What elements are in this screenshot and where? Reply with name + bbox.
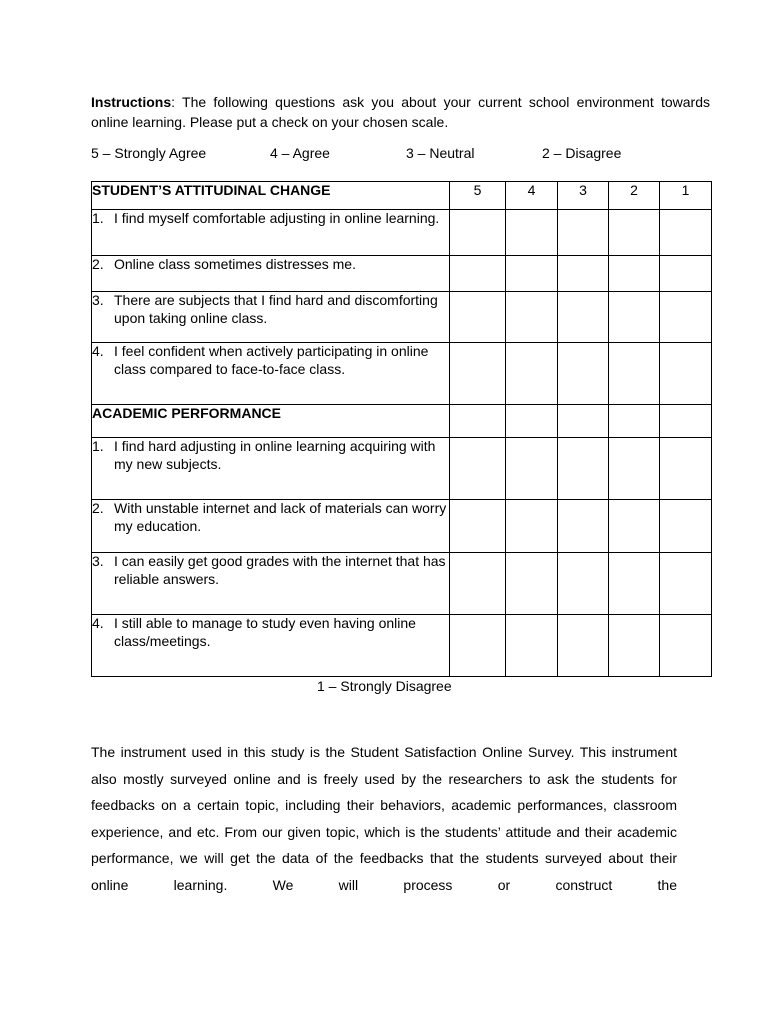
item-number: 4.: [92, 343, 104, 359]
check-cell[interactable]: [609, 210, 660, 256]
item-number: 2.: [92, 256, 104, 272]
scale-header-3: 3: [558, 182, 609, 210]
document-page: [91, 93, 710, 893]
check-cell[interactable]: [660, 343, 712, 405]
table-row: [92, 615, 712, 677]
scale-legend-4: 4 – Agree: [270, 145, 330, 161]
scale-header-5: 5: [450, 182, 506, 210]
scale-header-2: 2: [609, 182, 660, 210]
scale-header-4: 4: [506, 182, 558, 210]
instructions-text: : The following questions ask you about your current school environment towards online learning. Please put a check on your chosen scale.: [91, 94, 710, 130]
table-row: [92, 438, 712, 500]
item-text: There are subjects that I find hard and discomforting upon taking online class.: [114, 292, 438, 326]
item-number: 3.: [92, 292, 104, 308]
check-cell[interactable]: [558, 615, 609, 677]
check-cell[interactable]: [609, 438, 660, 500]
table-row: [92, 343, 712, 405]
check-cell[interactable]: [558, 500, 609, 553]
check-cell[interactable]: [450, 292, 506, 343]
scale-legend-5: 5 – Strongly Agree: [91, 145, 207, 161]
item-text: I feel confident when actively participating in online class compared to face-to-face class.: [114, 343, 429, 377]
check-cell[interactable]: [506, 438, 558, 500]
check-cell[interactable]: [660, 292, 712, 343]
check-cell[interactable]: [660, 615, 712, 677]
scale-legend-2: 2 – Disagree: [542, 145, 622, 161]
item-text: I find hard adjusting in online learning acquiring with my new subjects.: [114, 438, 436, 472]
check-cell[interactable]: [660, 256, 712, 292]
check-cell[interactable]: [609, 256, 660, 292]
section-title: STUDENT’S ATTITUDINAL CHANGE: [92, 182, 450, 210]
check-cell[interactable]: [450, 438, 506, 500]
check-cell[interactable]: [506, 256, 558, 292]
item-text: Online class sometimes distresses me.: [114, 256, 356, 272]
check-cell[interactable]: [558, 210, 609, 256]
check-cell[interactable]: [660, 438, 712, 500]
table-row: [92, 553, 712, 615]
item-text: With unstable internet and lack of materials can worry my education.: [114, 500, 447, 534]
item-number: 1.: [92, 438, 104, 454]
instructions-paragraph: [91, 93, 710, 132]
check-cell[interactable]: [558, 343, 609, 405]
check-cell[interactable]: [506, 343, 558, 405]
table-row: [92, 500, 712, 553]
table-row: [92, 210, 712, 256]
item-text: I find myself comfortable adjusting in online learning.: [114, 210, 440, 226]
scale-legend: [91, 145, 710, 165]
check-cell[interactable]: [660, 210, 712, 256]
check-cell[interactable]: [506, 615, 558, 677]
check-cell[interactable]: [558, 256, 609, 292]
instructions-label: Instructions: [91, 94, 172, 110]
section-header-row: [92, 405, 712, 438]
check-cell[interactable]: [506, 553, 558, 615]
section-header-row: [92, 182, 712, 210]
survey-table: [91, 181, 712, 677]
check-cell[interactable]: [609, 553, 660, 615]
check-cell[interactable]: [558, 553, 609, 615]
check-cell[interactable]: [450, 553, 506, 615]
check-cell[interactable]: [609, 292, 660, 343]
section-title: ACADEMIC PERFORMANCE: [92, 405, 450, 438]
item-text: I can easily get good grades with the internet that has reliable answers.: [114, 553, 446, 587]
check-cell[interactable]: [609, 343, 660, 405]
check-cell[interactable]: [506, 500, 558, 553]
check-cell[interactable]: [450, 343, 506, 405]
check-cell[interactable]: [558, 292, 609, 343]
item-number: 4.: [92, 615, 104, 631]
check-cell[interactable]: [558, 438, 609, 500]
scale-legend-3: 3 – Neutral: [406, 145, 475, 161]
check-cell[interactable]: [609, 500, 660, 553]
scale-legend-1: 1 – Strongly Disagree: [317, 678, 452, 694]
scale-header-1: 1: [660, 182, 712, 210]
table-row: [92, 292, 712, 343]
check-cell[interactable]: [506, 292, 558, 343]
item-number: 2.: [92, 500, 104, 516]
check-cell[interactable]: [506, 210, 558, 256]
body-paragraph: The instrument used in this study is the Student Satisfaction Online Survey. This instrument also mostly surveyed online and is freely used by the researchers to ask the students for feedbacks on a certain topic, including their behaviors, academic performances, classroom experience, and etc. From our given topic, which is the students’ attitude and their academic performance, we will get the data of the feedbacks that the students surveyed about their online learning. We will process or construct the: [91, 744, 677, 893]
check-cell[interactable]: [450, 500, 506, 553]
check-cell[interactable]: [660, 553, 712, 615]
check-cell[interactable]: [450, 256, 506, 292]
check-cell[interactable]: [450, 615, 506, 677]
item-text: I still able to manage to study even having online class/meetings.: [114, 615, 416, 649]
item-number: 1.: [92, 210, 104, 226]
check-cell[interactable]: [609, 615, 660, 677]
check-cell[interactable]: [450, 210, 506, 256]
table-row: [92, 256, 712, 292]
check-cell[interactable]: [660, 500, 712, 553]
item-number: 3.: [92, 553, 104, 569]
